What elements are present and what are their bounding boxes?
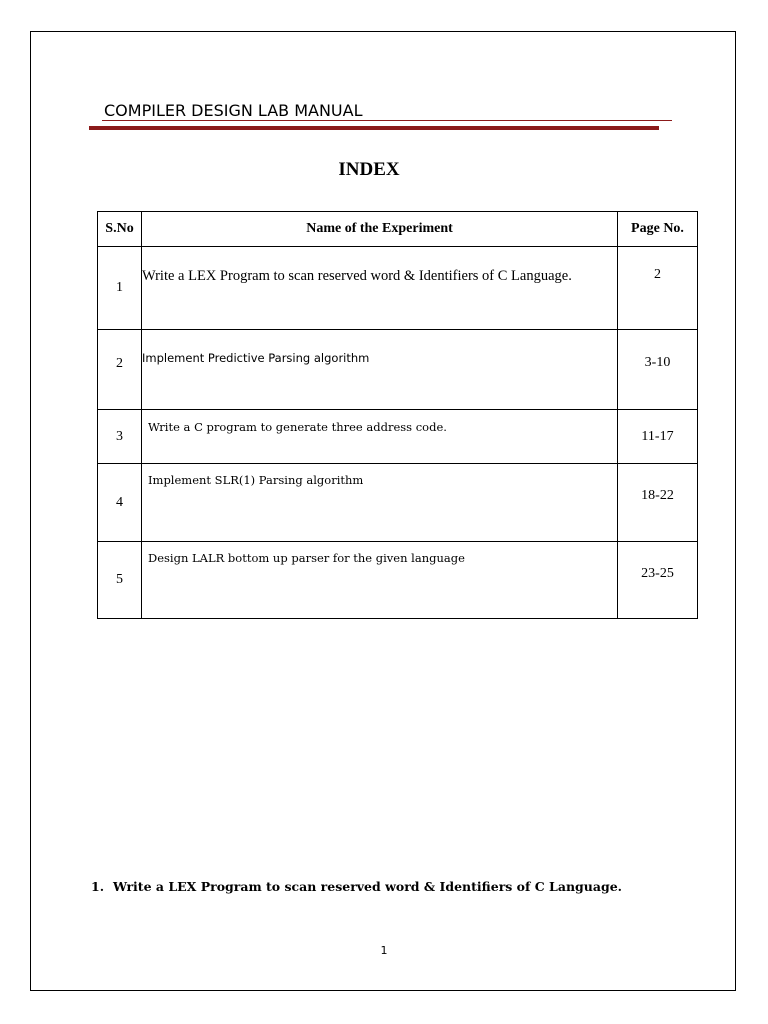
row-page: 11-17 [618,410,698,464]
column-header-sno: S.No [98,212,142,247]
row-sno: 5 [98,542,142,619]
header-title: COMPILER DESIGN LAB MANUAL [104,101,363,120]
row-name: Design LALR bottom up parser for the given language [148,551,465,565]
row-sno: 2 [98,330,142,410]
section-heading-text: Write a LEX Program to scan reserved word & Identifiers of C Language. [113,879,623,894]
table-row [98,542,698,619]
row-name: Write a C program to generate three address code. [148,420,447,434]
table-row [98,247,698,330]
row-name-cell [142,542,618,619]
row-name-cell [142,464,618,542]
header-rule-thick [89,126,659,130]
index-title: INDEX [338,159,400,180]
column-header-name: Name of the Experiment [142,212,618,247]
row-sno: 1 [98,247,142,330]
row-sno: 3 [98,410,142,464]
section-number: 1. [91,879,105,894]
page-number: 1 [380,944,388,957]
table-header-row [98,212,698,247]
row-page: 18-22 [618,464,698,542]
row-name: Implement Predictive Parsing algorithm [142,351,370,365]
row-name: Write a LEX Program to scan reserved word & Identifiers of C Language. [142,268,572,284]
row-name-cell [142,330,618,410]
row-name-cell [142,410,618,464]
row-name: Implement SLR(1) Parsing algorithm [148,473,364,487]
section-heading [91,879,622,894]
column-header-page: Page No. [618,212,698,247]
header-rule-thin [102,120,672,121]
table-row [98,464,698,542]
row-page: 3-10 [618,330,698,410]
table-row [98,330,698,410]
row-page: 23-25 [618,542,698,619]
table-row [98,410,698,464]
row-page: 2 [618,247,698,330]
row-sno: 4 [98,464,142,542]
index-table [97,211,698,619]
row-name-cell [142,247,618,330]
